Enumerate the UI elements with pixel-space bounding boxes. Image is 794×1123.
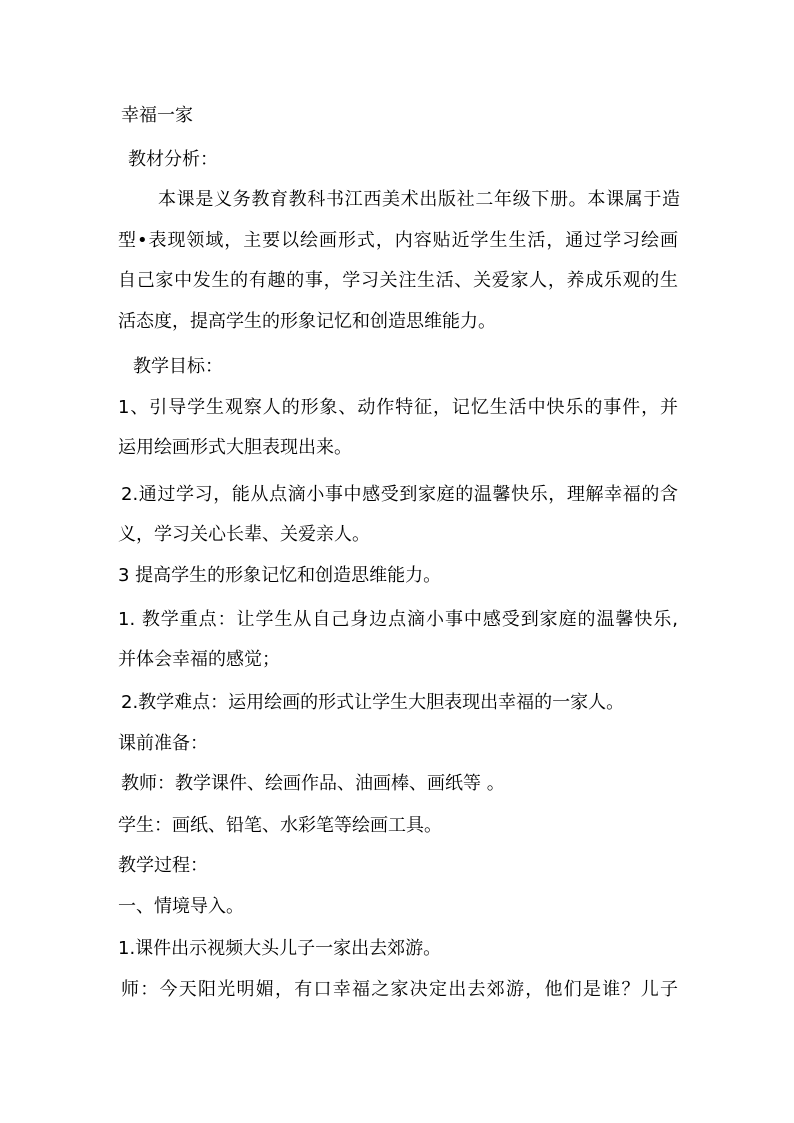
heading-preparation: 课前准备：: [118, 733, 208, 754]
heading-material-analysis: 教材分析：: [128, 149, 218, 170]
prep-teacher: 教师：教学课件、绘画作品、油画棒、画纸等 。: [121, 773, 505, 794]
process-item-1: 1.课件出示视频大头儿子一家出去郊游。: [118, 938, 442, 959]
prep-student: 学生：画纸、铅笔、水彩笔等绘画工具。: [118, 815, 442, 836]
goal3: 3 提高学生的形象记忆和创造思维能力。: [118, 565, 442, 586]
heading-teaching-goals: 教学目标：: [133, 356, 223, 377]
material-line-2: 型•表现领域，主要以绘画形式，内容贴近学生生活，通过学习绘画: [118, 230, 678, 251]
key-point-line-2: 并体会幸福的感觉；: [118, 649, 280, 670]
document-title: 幸福一家: [121, 105, 193, 126]
difficulty-point: 2.教学难点：运用绘画的形式让学生大胆表现出幸福的一家人。: [121, 692, 625, 713]
material-line-4: 活态度，提高学生的形象记忆和创造思维能力。: [118, 311, 496, 332]
process-teacher-line: 师：今天阳光明媚，有口幸福之家决定出去郊游，他们是谁？儿子: [121, 979, 678, 1000]
goal2-line-2: 义，学习关心长辈、关爱亲人。: [118, 524, 370, 545]
material-line-3: 自己家中发生的有趣的事，学习关注生活、关爱家人，养成乐观的生: [118, 270, 678, 291]
goal1-line-1: 1、引导学生观察人的形象、动作特征，记忆生活中快乐的事件，并: [118, 397, 678, 418]
heading-teaching-process: 教学过程：: [118, 855, 208, 876]
key-point-line-1: 1. 教学重点：让学生从自己身边点滴小事中感受到家庭的温馨快乐,: [118, 609, 678, 630]
process-step-1: 一、情境导入。: [118, 896, 244, 917]
goal2-line-1: 2.通过学习，能从点滴小事中感受到家庭的温馨快乐，理解幸福的含: [121, 484, 678, 505]
material-line-1: 本课是义务教育教科书江西美术出版社二年级下册。本课属于造: [158, 189, 680, 210]
goal1-line-2: 运用绘画形式大胆表现出来。: [118, 437, 352, 458]
